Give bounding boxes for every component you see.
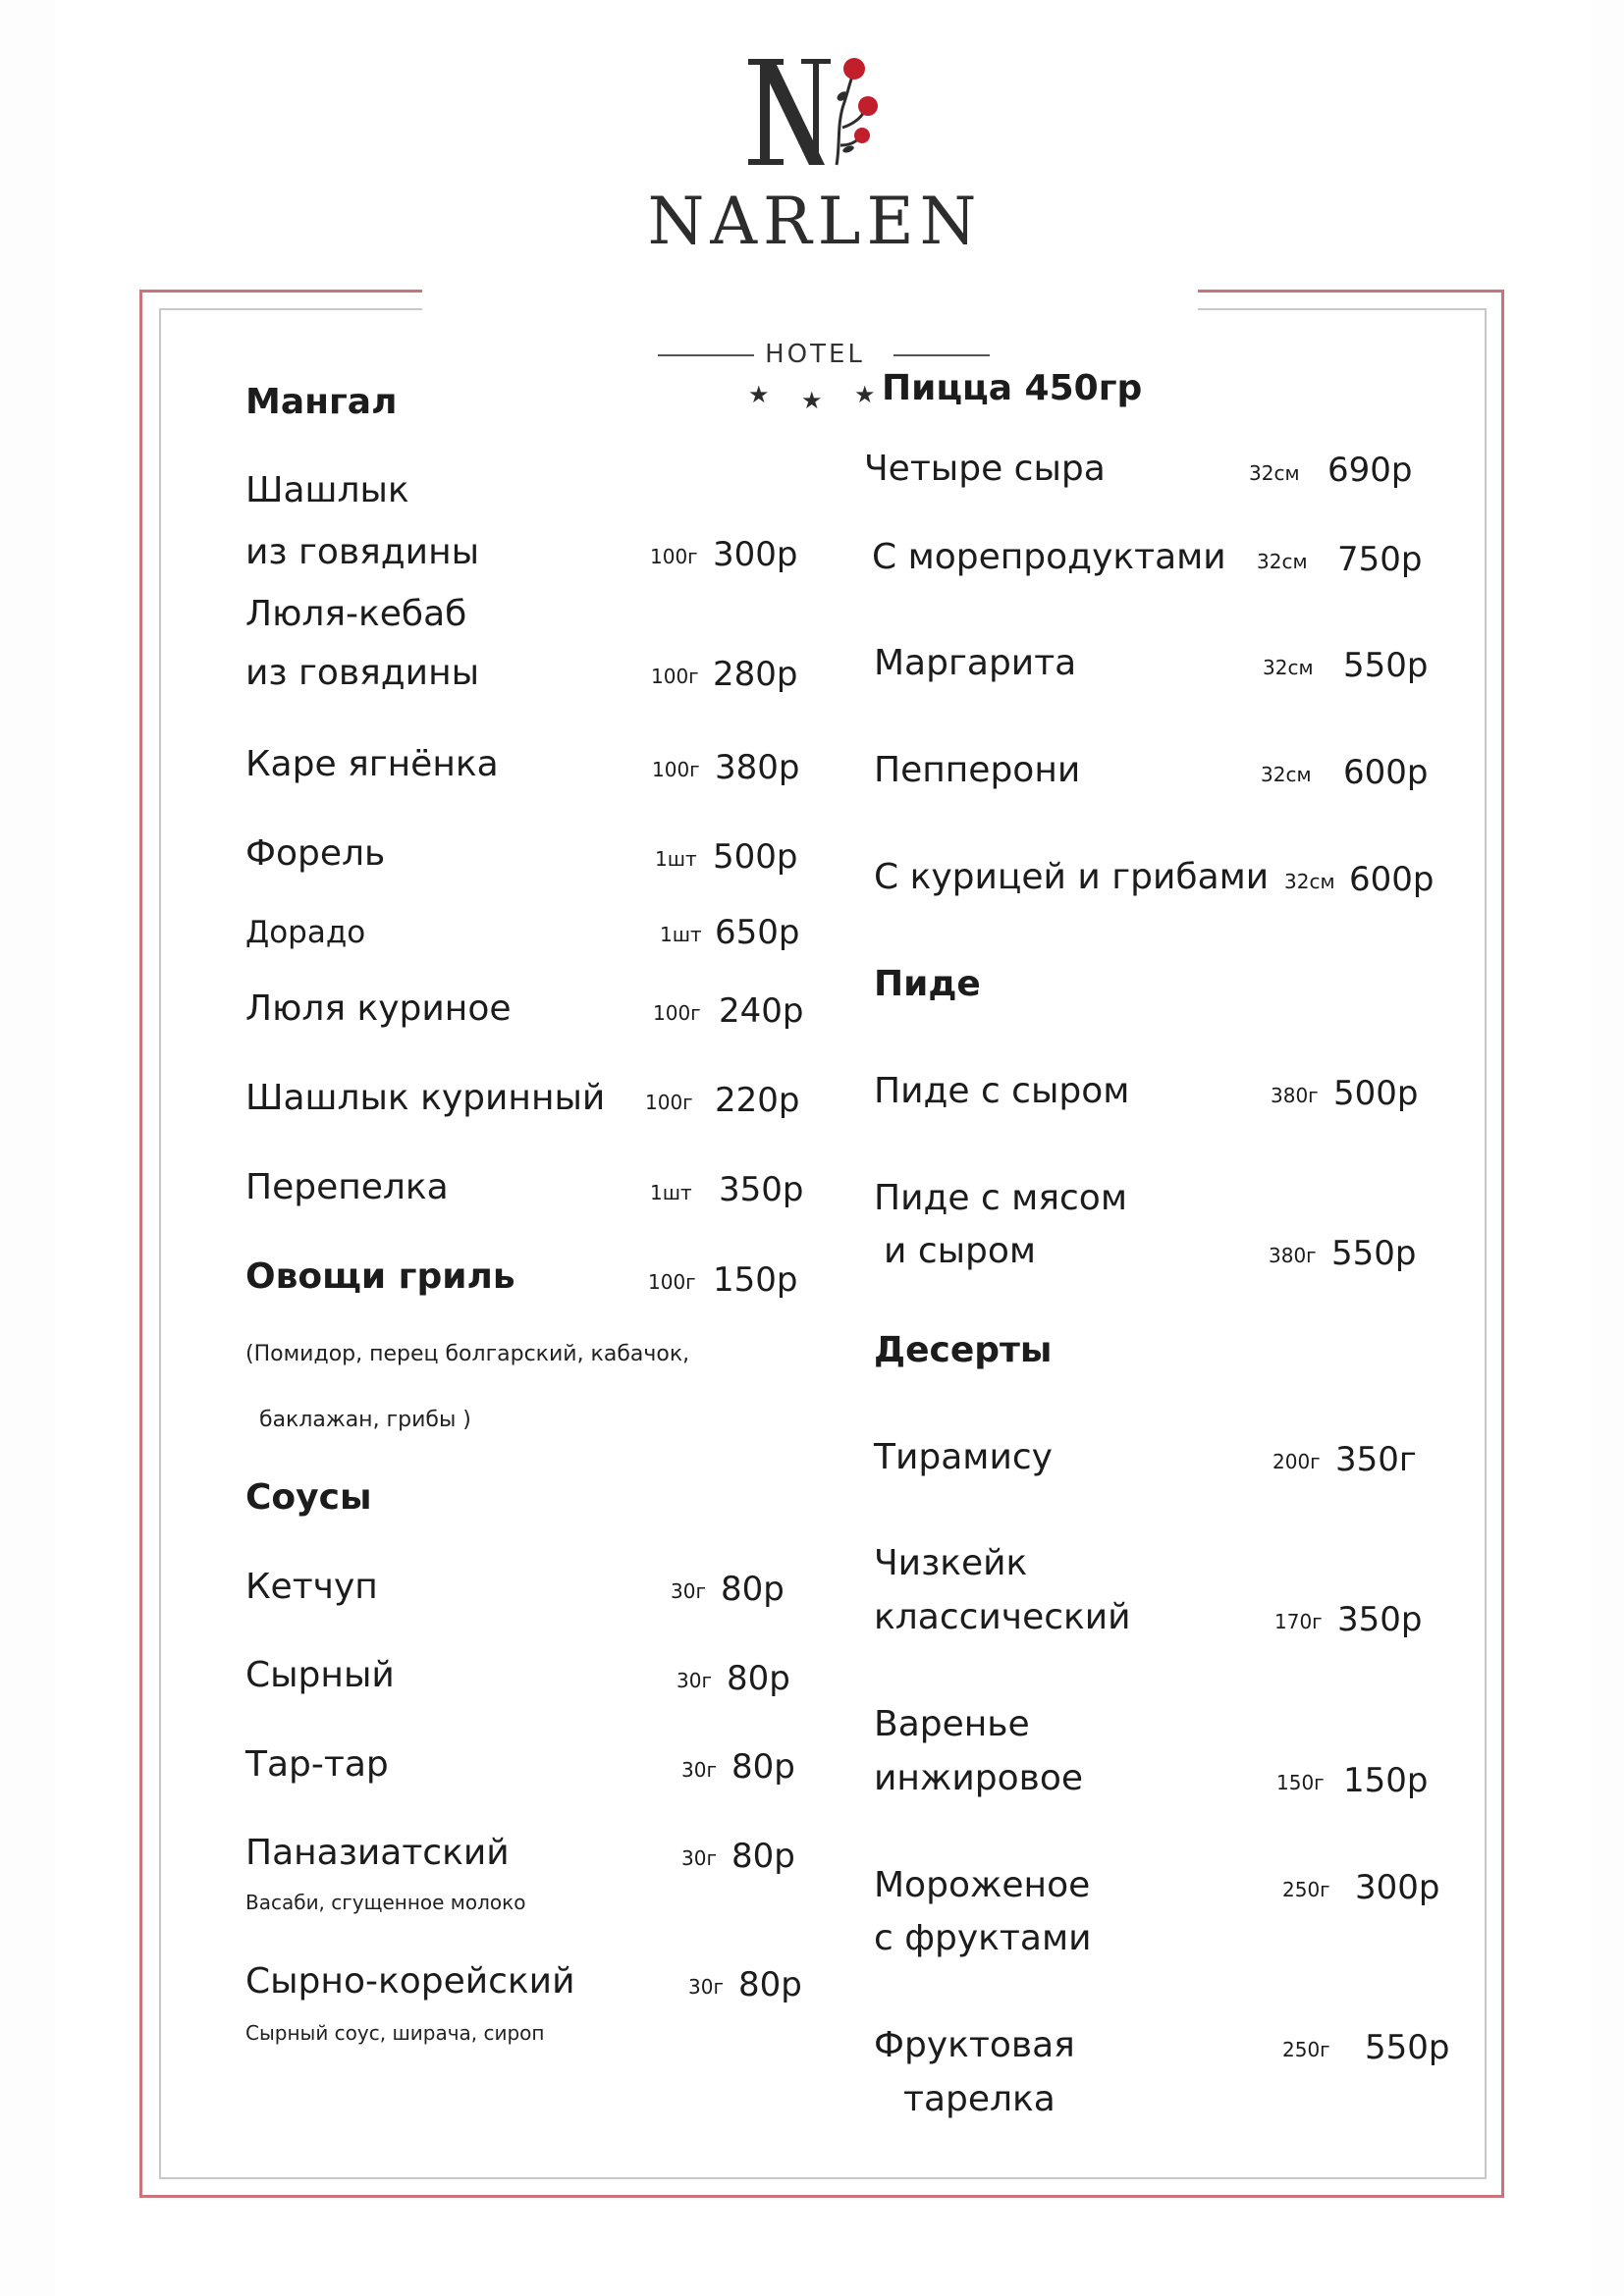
item-portion: 1шт bbox=[655, 847, 697, 871]
item-portion: 150г bbox=[1276, 1771, 1325, 1794]
item-name: Четыре сыра bbox=[864, 449, 1106, 489]
item-price: 690р bbox=[1327, 451, 1413, 490]
item-name: Люля куриное bbox=[245, 988, 512, 1029]
item-price: 280р bbox=[713, 655, 798, 694]
item-description: баклажан, грибы ) bbox=[259, 1408, 471, 1432]
item-name: Люля-кебаб bbox=[245, 594, 467, 634]
item-portion: 30г bbox=[681, 1758, 717, 1782]
item-name: Кетчуп bbox=[245, 1567, 378, 1607]
item-name: Паназиатский bbox=[245, 1833, 510, 1873]
item-price: 600р bbox=[1343, 753, 1429, 792]
item-price: 80р bbox=[731, 1747, 795, 1787]
star-icon: ★ bbox=[748, 381, 770, 408]
item-name: тарелка bbox=[903, 2079, 1056, 2119]
item-name: Пиде с мясом bbox=[874, 1178, 1127, 1218]
subtitle-rule-left bbox=[658, 354, 754, 356]
item-name: инжировое bbox=[874, 1758, 1084, 1798]
item-price: 650р bbox=[715, 913, 800, 952]
item-portion: 380г bbox=[1271, 1084, 1319, 1107]
item-name: Пиде с сыром bbox=[874, 1071, 1130, 1111]
item-portion: 32см bbox=[1284, 870, 1335, 893]
item-price: 380р bbox=[715, 748, 800, 787]
item-name: Шашлык bbox=[245, 470, 409, 510]
item-price: 750р bbox=[1337, 540, 1423, 579]
item-name: Сырно-корейский bbox=[245, 1961, 575, 2002]
item-portion: 250г bbox=[1282, 1878, 1330, 1901]
item-name: и сыром bbox=[884, 1231, 1037, 1271]
item-name: Каре ягнёнка bbox=[245, 744, 499, 784]
item-price: 350р bbox=[1337, 1600, 1423, 1639]
hotel-subtitle: HOTEL bbox=[765, 340, 865, 369]
item-portion: 32см bbox=[1257, 550, 1308, 573]
item-price: 150р bbox=[1343, 1761, 1429, 1800]
item-price: 240р bbox=[719, 991, 804, 1031]
item-portion: 1шт bbox=[660, 923, 702, 946]
item-name: классический bbox=[874, 1597, 1131, 1637]
star-icon: ★ bbox=[854, 381, 876, 408]
item-name: Шашлык куринный bbox=[245, 1078, 606, 1118]
item-price: 150р bbox=[713, 1260, 798, 1300]
item-name: Фруктовая bbox=[874, 2025, 1075, 2065]
subtitle-rule-right bbox=[893, 354, 990, 356]
item-portion: 32см bbox=[1261, 763, 1312, 786]
item-price: 600р bbox=[1349, 860, 1435, 899]
section-title-desserts: Десерты bbox=[874, 1330, 1053, 1370]
item-price: 300р bbox=[713, 535, 798, 574]
item-price: 550р bbox=[1331, 1234, 1417, 1273]
item-portion: 170г bbox=[1274, 1610, 1323, 1633]
item-name: Мороженое bbox=[874, 1865, 1091, 1905]
item-price: 80р bbox=[727, 1659, 790, 1698]
item-name: Маргарита bbox=[874, 643, 1077, 683]
section-title-pizza: Пицца 450гр bbox=[882, 368, 1143, 408]
item-price: 550р bbox=[1343, 646, 1429, 685]
item-portion: 100г bbox=[648, 1270, 696, 1294]
item-portion: 30г bbox=[677, 1669, 712, 1692]
item-name: С морепродуктами bbox=[872, 537, 1226, 577]
item-price: 500р bbox=[1333, 1074, 1419, 1113]
item-price: 300р bbox=[1355, 1868, 1440, 1907]
hotel-name: NARLEN bbox=[647, 184, 983, 259]
item-name: Овощи гриль bbox=[245, 1256, 515, 1297]
item-name: из говядины bbox=[245, 532, 480, 572]
item-price: 500р bbox=[713, 837, 798, 877]
item-name: Дорадо bbox=[245, 915, 366, 950]
item-portion: 30г bbox=[688, 1975, 724, 1999]
item-description: Сырный соус, ширача, сироп bbox=[245, 2021, 545, 2045]
item-name: Форель bbox=[245, 833, 386, 874]
item-portion: 32см bbox=[1249, 461, 1300, 485]
item-price: 350р bbox=[719, 1170, 804, 1209]
item-price: 550р bbox=[1365, 2028, 1450, 2067]
item-portion: 100г bbox=[653, 1001, 701, 1025]
item-portion: 30г bbox=[671, 1579, 706, 1603]
item-portion: 250г bbox=[1282, 2038, 1330, 2061]
star-icon: ★ bbox=[801, 387, 823, 414]
item-portion: 100г bbox=[652, 758, 700, 781]
item-portion: 200г bbox=[1272, 1450, 1321, 1473]
section-title-sauces: Соусы bbox=[245, 1477, 372, 1518]
item-name: с фруктами bbox=[874, 1918, 1092, 1958]
item-portion: 100г bbox=[645, 1091, 693, 1114]
item-price: 80р bbox=[721, 1570, 785, 1609]
item-name: Чизкейк bbox=[874, 1543, 1028, 1583]
item-name: Пепперони bbox=[874, 750, 1081, 790]
item-description: Васаби, сгущенное молоко bbox=[245, 1891, 526, 1914]
item-name: Сырный bbox=[245, 1655, 395, 1695]
section-title-pide: Пиде bbox=[874, 964, 981, 1004]
item-name: Варенье bbox=[874, 1704, 1030, 1744]
rose-monogram-icon bbox=[746, 55, 884, 173]
item-portion: 100г bbox=[651, 665, 699, 688]
item-portion: 100г bbox=[650, 545, 698, 568]
item-price: 350г bbox=[1335, 1440, 1417, 1479]
item-portion: 30г bbox=[681, 1846, 717, 1870]
item-name: Перепелка bbox=[245, 1167, 449, 1207]
item-portion: 32см bbox=[1263, 656, 1314, 679]
item-portion: 1шт bbox=[650, 1181, 692, 1204]
section-title-mangal: Мангал bbox=[245, 382, 398, 422]
item-price: 80р bbox=[731, 1837, 795, 1876]
item-name: Тар-тар bbox=[245, 1744, 389, 1785]
hotel-rating-stars bbox=[727, 379, 903, 418]
item-name: из говядины bbox=[245, 653, 480, 693]
item-price: 80р bbox=[738, 1965, 802, 2004]
item-name: Тирамису bbox=[874, 1437, 1053, 1477]
item-name: С курицей и грибами bbox=[874, 857, 1270, 897]
item-description: (Помидор, перец болгарский, кабачок, bbox=[245, 1342, 690, 1366]
item-portion: 380г bbox=[1269, 1244, 1317, 1267]
item-price: 220р bbox=[715, 1081, 800, 1120]
